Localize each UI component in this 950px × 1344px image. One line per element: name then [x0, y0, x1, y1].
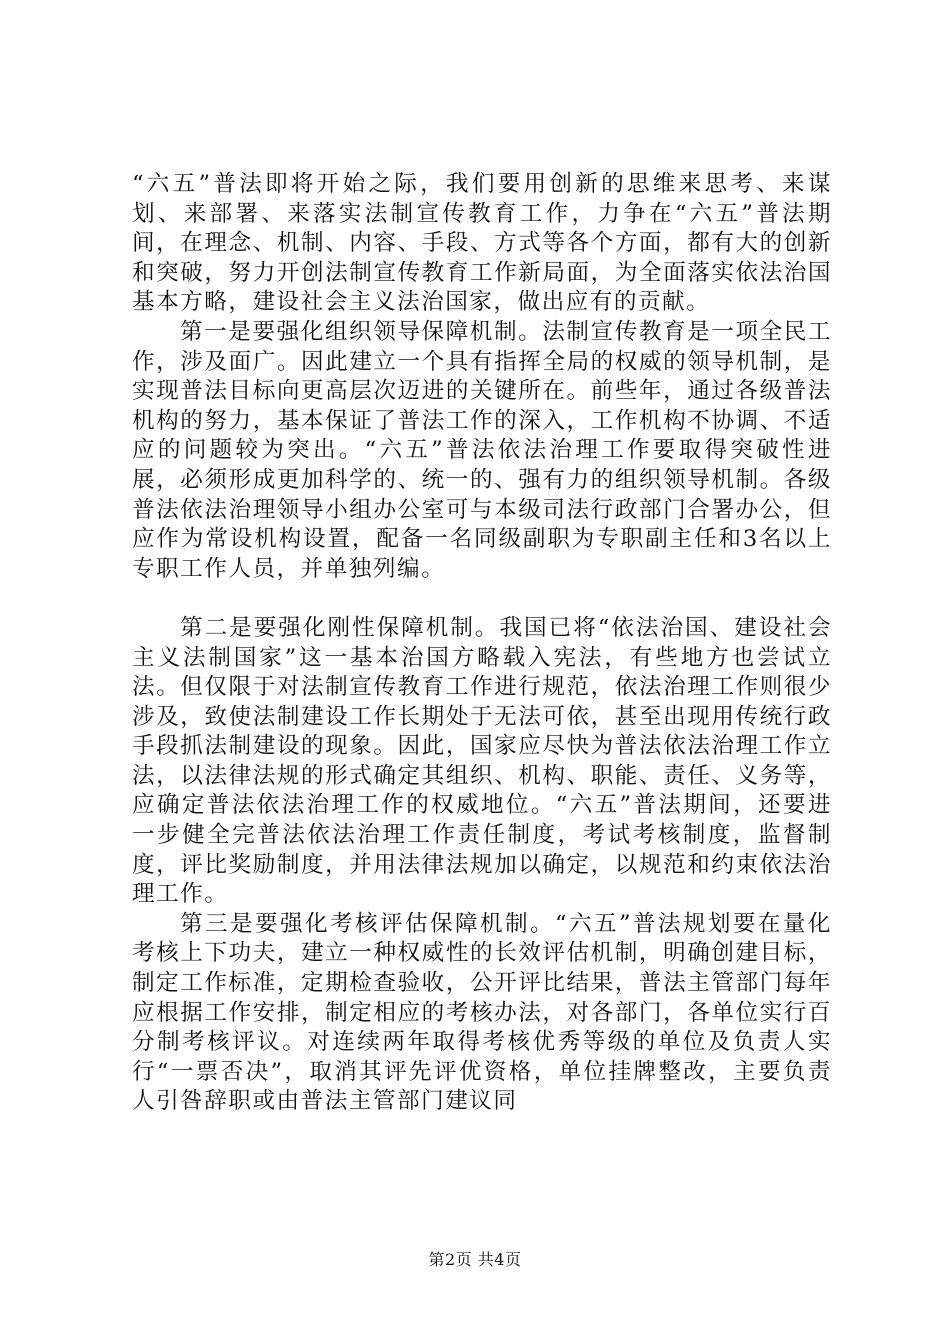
paragraph-spacer: [132, 584, 832, 614]
paragraph-first-measure: 第一是要强化组织领导保障机制。法制宣传教育是一项全民工作，涉及面广。因此建立一个具有指挥全局的权威的领导机制，是实现普法目标向更高层次迈进的关键所在。前些年，通过各级普法机构的努力，基本保证了普法工作的深入，工作机构不协调、不适应的问题较为突出。“六五”普法依法治理工作要取得突破性进展，必须形成更加科学的、统一的、强有力的组织领导机制。各级普法依法治理领导小组办公室可与本级司法行政部门合署办公，但应作为常设机构设置，配备一名同级副职为专职副主任和3名以上专职工作人员，并单独列编。: [132, 318, 832, 582]
page-number-label: 第2页 共4页: [428, 1250, 522, 1269]
paragraph-intro: “六五”普法即将开始之际，我们要用创新的思维来思考、来谋划、来部署、来落实法制宣传教育工作，力争在“六五”普法期间，在理念、机制、内容、手段、方式等各个方面，都有大的创新和突破，努力开创法制宣传教育工作新局面，为全面落实依法治国基本方略，建设社会主义法治国家，做出应有的贡献。: [132, 171, 832, 316]
paragraph-second-measure: 第二是要强化刚性保障机制。我国已将“依法治国、建设社会主义法制国家”这一基本治国方略载入宪法，有些地方也尝试立法。但仅限于对法制宣传教育工作进行规范，依法治理工作则很少涉及，致使法制建设工作长期处于无法可依，甚至出现用传统行政手段抓法制建设的现象。因此，国家应尽快为普法依法治理工作立法，以法律法规的形式确定其组织、机构、职能、责任、义务等，应确定普法依法治理工作的权威地位。“六五”普法期间，还要进一步健全完普法依法治理工作责任制度，考试考核制度，监督制度，评比奖励制度，并用法律法规加以确定，以规范和约束依法治理工作。: [132, 614, 832, 908]
paragraph-third-measure: 第三是要强化考核评估保障机制。“六五”普法规划要在量化考核上下功夫，建立一种权威性的长效评估机制，明确创建目标，制定工作标准，定期检查验收，公开评比结果，普法主管部门每年应根据工作安排，制定相应的考核办法，对各部门，各单位实行百分制考核评议。对连续两年取得考核优秀等级的单位及负责人实行“一票否决”，取消其评先评优资格，单位挂牌整改，主要负责人引咎辞职或由普法主管部门建议同: [132, 910, 832, 1115]
page-footer: [0, 1250, 950, 1270]
document-body: [132, 170, 832, 1117]
